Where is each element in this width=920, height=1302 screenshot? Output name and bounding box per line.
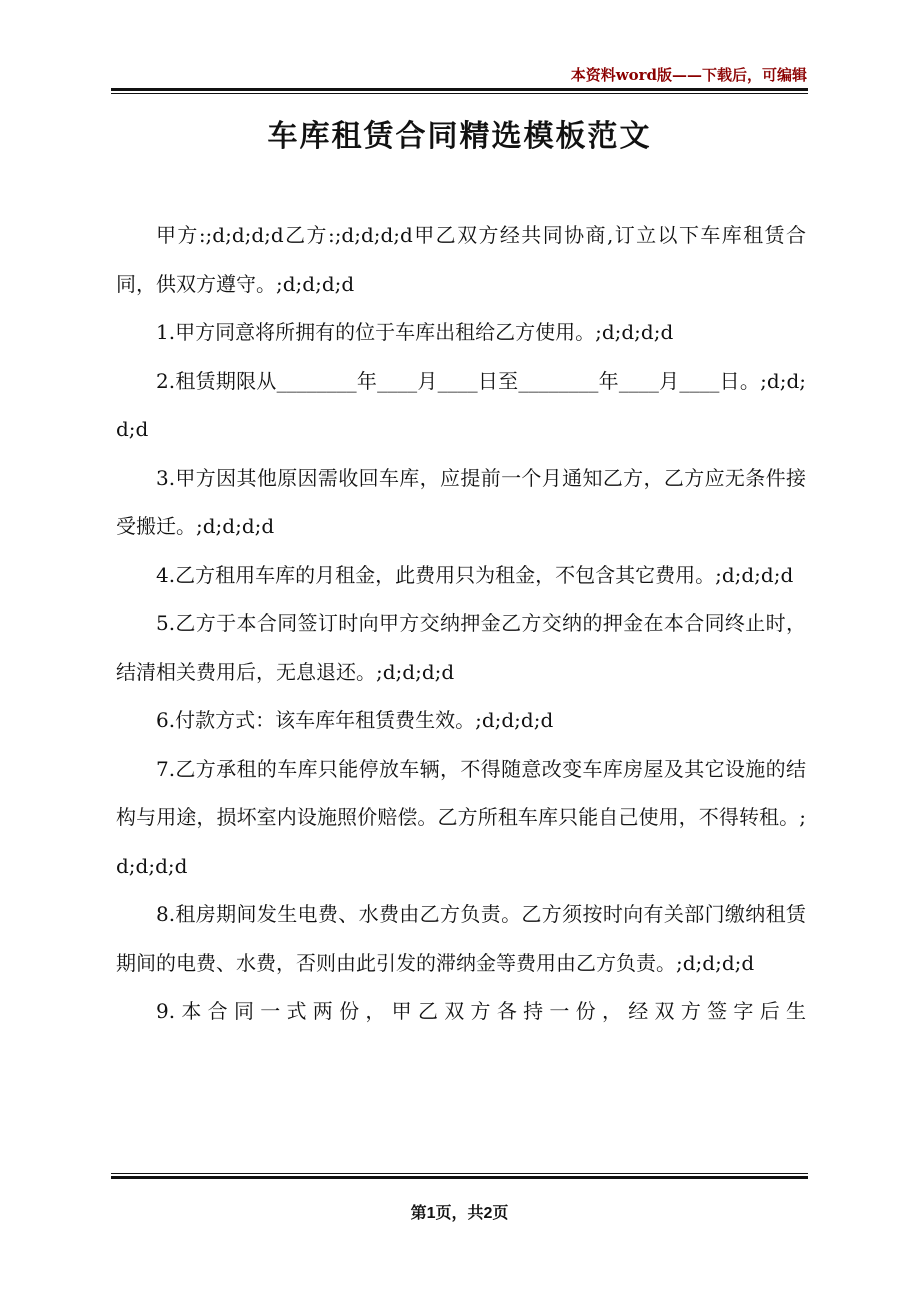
clause-2: 2.租赁期限从________年____月____日至________年____月____日。;d;d;d;d bbox=[116, 368, 806, 441]
clause-5: 5.乙方于本合同签订时向甲方交纳押金乙方交纳的押金在本合同终止时，结清相关费用后，无息退还。;d;d;d;d bbox=[116, 611, 806, 684]
header-note: 本资料word版——下载后，可编辑 bbox=[570, 66, 807, 84]
page-number: 第1页，共2页 bbox=[410, 1205, 509, 1222]
paragraph-parties: 甲方:;d;d;d;d乙方:;d;d;d;d甲乙双方经共同协商,订立以下车库租赁合同，供双方遵守。;d;d;d;d bbox=[116, 223, 806, 296]
clause-1: 1.甲方同意将所拥有的位于车库出租给乙方使用。;d;d;d;d bbox=[156, 320, 674, 344]
clause-3: 3.甲方因其他原因需收回车库，应提前一个月通知乙方，乙方应无条件接受搬迁。;d;d;d;d bbox=[116, 465, 806, 538]
clause-8: 8.租房期间发生电费、水费由乙方负责。乙方须按时向有关部门缴纳租赁期间的电费、水费，否则由此引发的滞纳金等费用由乙方负责。;d;d;d;d bbox=[116, 902, 806, 975]
document-body bbox=[116, 211, 806, 1036]
clause-9: 9.本合同一式两份，甲乙双方各持一份，经双方签字后生 bbox=[156, 999, 806, 1023]
footer-rule bbox=[111, 1173, 808, 1179]
header-rule bbox=[111, 88, 808, 94]
clause-6: 6.付款方式：该车库年租赁费生效。;d;d;d;d bbox=[156, 708, 554, 732]
clause-4: 4.乙方租用车库的月租金，此费用只为租金，不包含其它费用。;d;d;d;d bbox=[156, 562, 794, 587]
document-title: 车库租赁合同精选模板范文 bbox=[267, 119, 652, 154]
clause-7: 7.乙方承租的车库只能停放车辆，不得随意改变车库房屋及其它设施的结构与用途，损坏室内设施照价赔偿。乙方所租车库只能自己使用，不得转租。;d;d;d;d bbox=[116, 756, 806, 878]
